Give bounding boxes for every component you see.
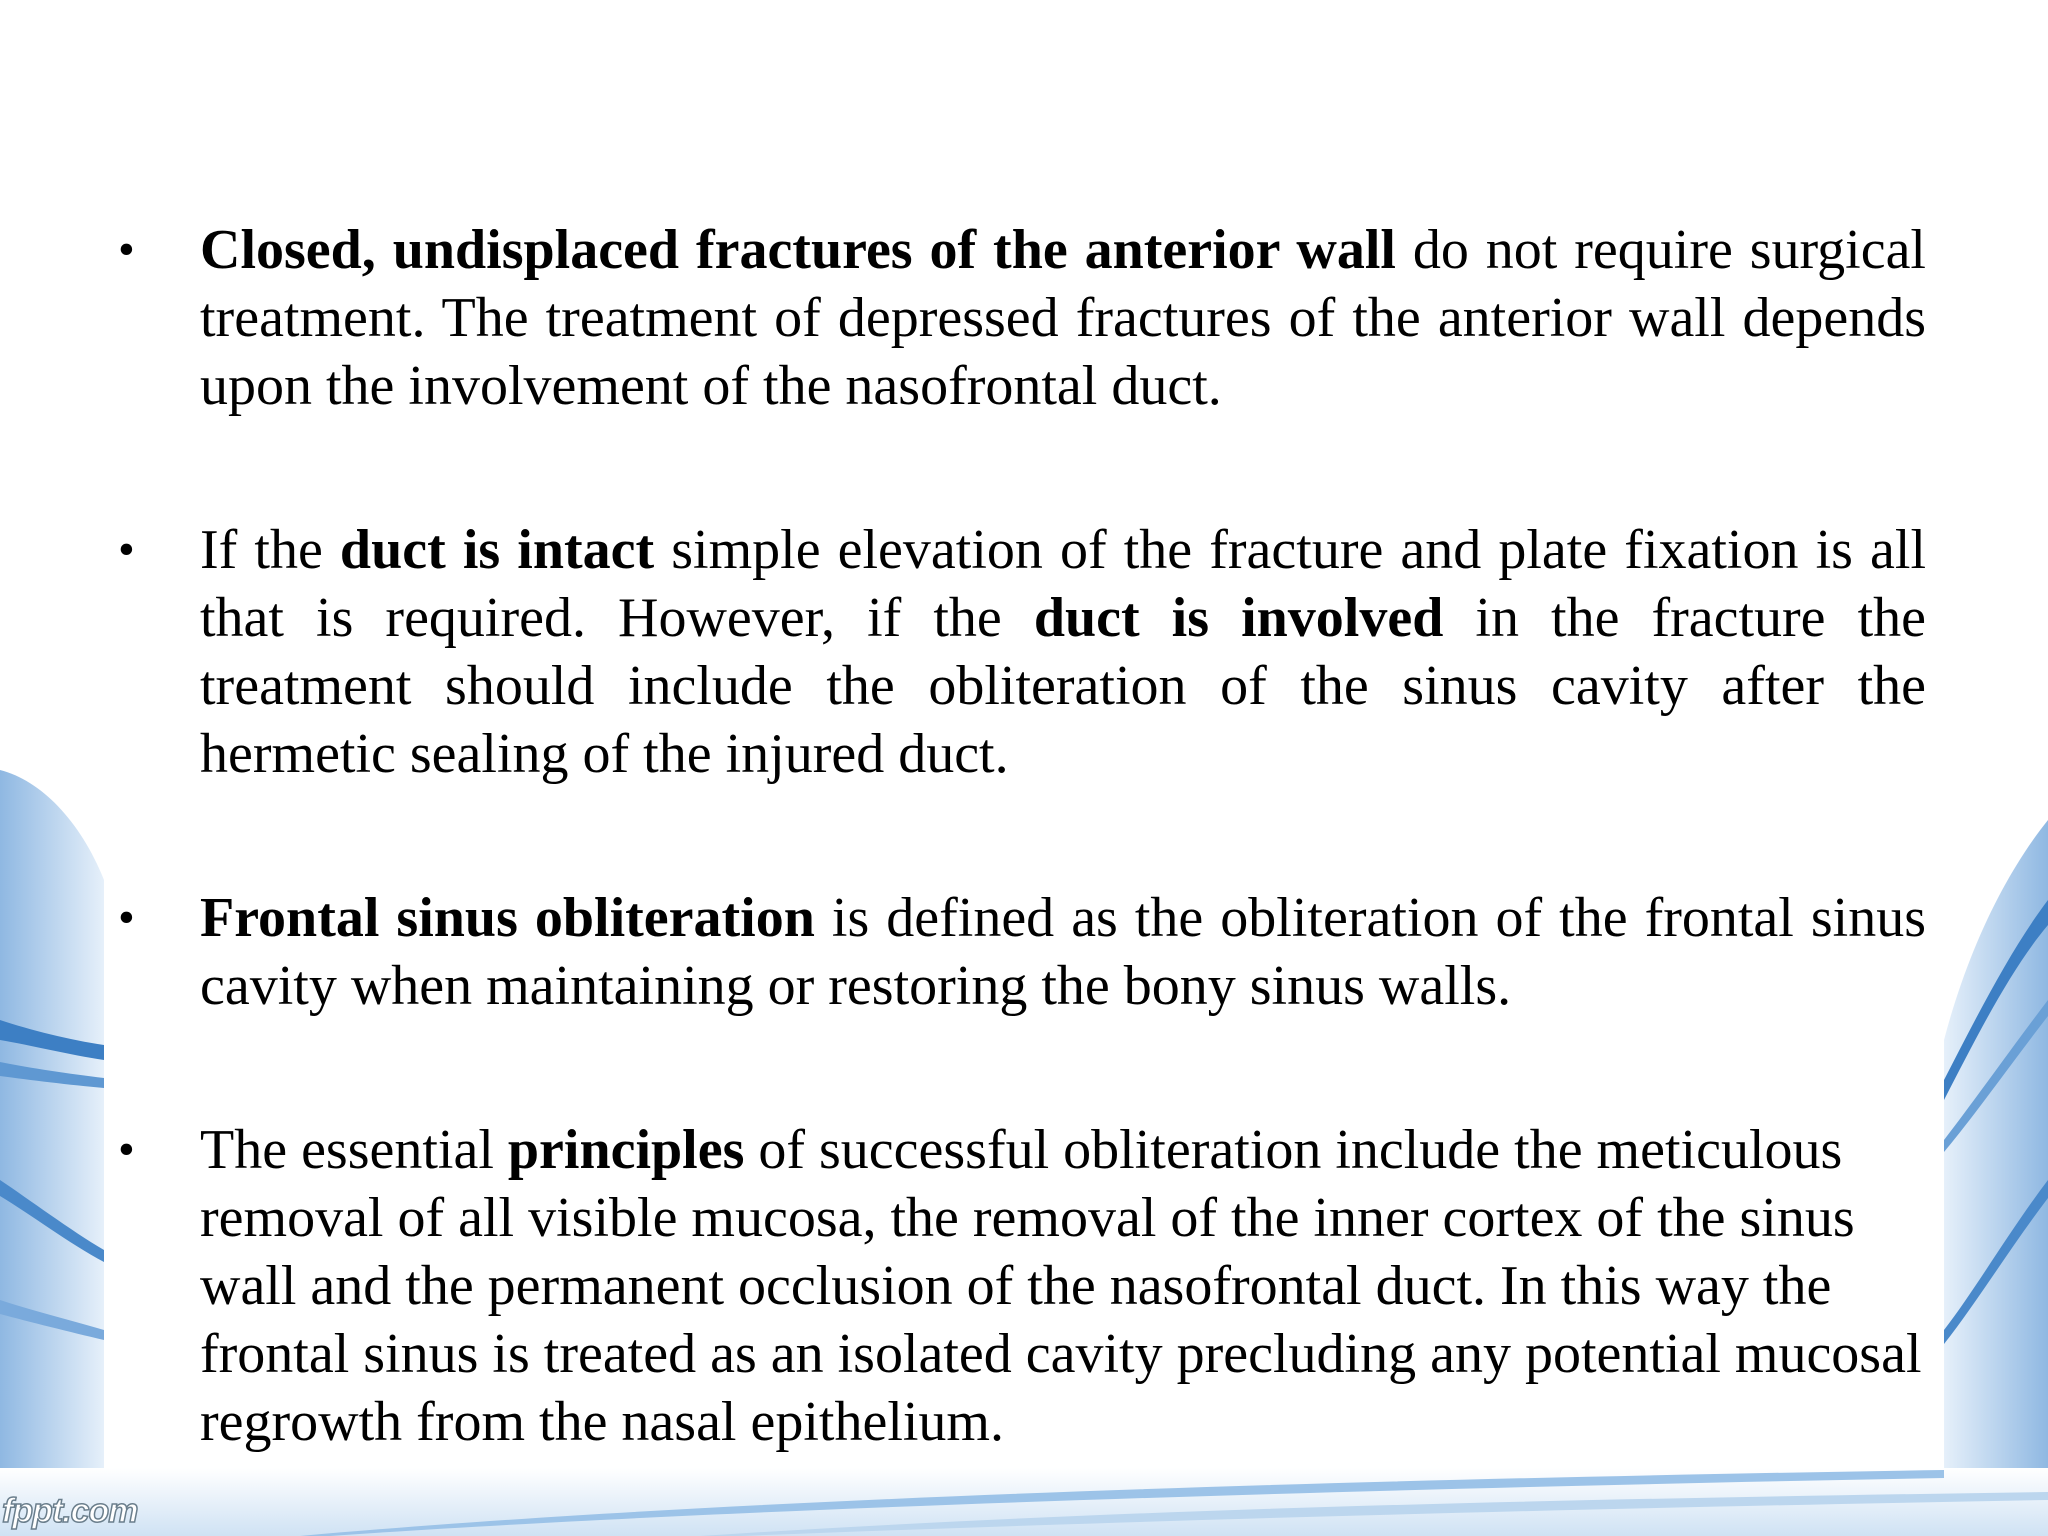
bold-phrase: duct is intact <box>339 519 655 581</box>
bullet-marker: • <box>118 1123 135 1176</box>
text-run: simple elevation of the fracture and plate fixation is all that is required. However, if the <box>200 519 1927 649</box>
text-run: do not require surgical treatment. The treatment of depressed fractures of the anterior wall depends upon the involvement of the nasofrontal duct. <box>200 219 1926 417</box>
bullet-text <box>200 887 1926 1017</box>
bullet-marker: • <box>118 523 135 576</box>
bullet-item-principles <box>118 1116 1926 1456</box>
text-run: The essential <box>200 1119 508 1181</box>
text-run: of successful obliteration include the meticulous removal of all visible mucosa, the removal of the inner cortex of the sinus wall and the permanent occlusion of the nasofrontal duct. In this way the frontal sinus is treated as an isolated cavity precluding any potential mucosal regrowth from the nasal epithelium. <box>200 1119 1922 1453</box>
bullet-text <box>200 519 1926 785</box>
bullet-item-duct-intact <box>118 516 1926 788</box>
bullet-marker: • <box>118 891 135 944</box>
text-run: If the <box>200 519 340 581</box>
bullet-marker: • <box>118 223 135 276</box>
bullet-text <box>200 219 1926 417</box>
bold-phrase: principles <box>507 1119 745 1181</box>
bold-phrase: duct is involved <box>1033 587 1444 649</box>
slide-body <box>118 216 1926 1456</box>
bold-phrase: Closed, undisplaced fractures of the anterior wall <box>200 219 1396 281</box>
bullet-item-closed-fractures <box>118 216 1926 420</box>
bullet-item-sinus-obliteration <box>118 884 1926 1020</box>
fppt-logo[interactable]: fppt.com <box>2 1492 138 1530</box>
text-run: is defined as the obliteration of the frontal sinus cavity when maintaining or restoring the bony sinus walls. <box>200 887 1926 1017</box>
bold-phrase: Frontal sinus obliteration <box>200 887 815 949</box>
text-run: in the fracture the treatment should include the obliteration of the sinus cavity after the hermetic sealing of the injured duct. <box>200 587 1927 785</box>
bullet-text <box>200 1119 1922 1453</box>
